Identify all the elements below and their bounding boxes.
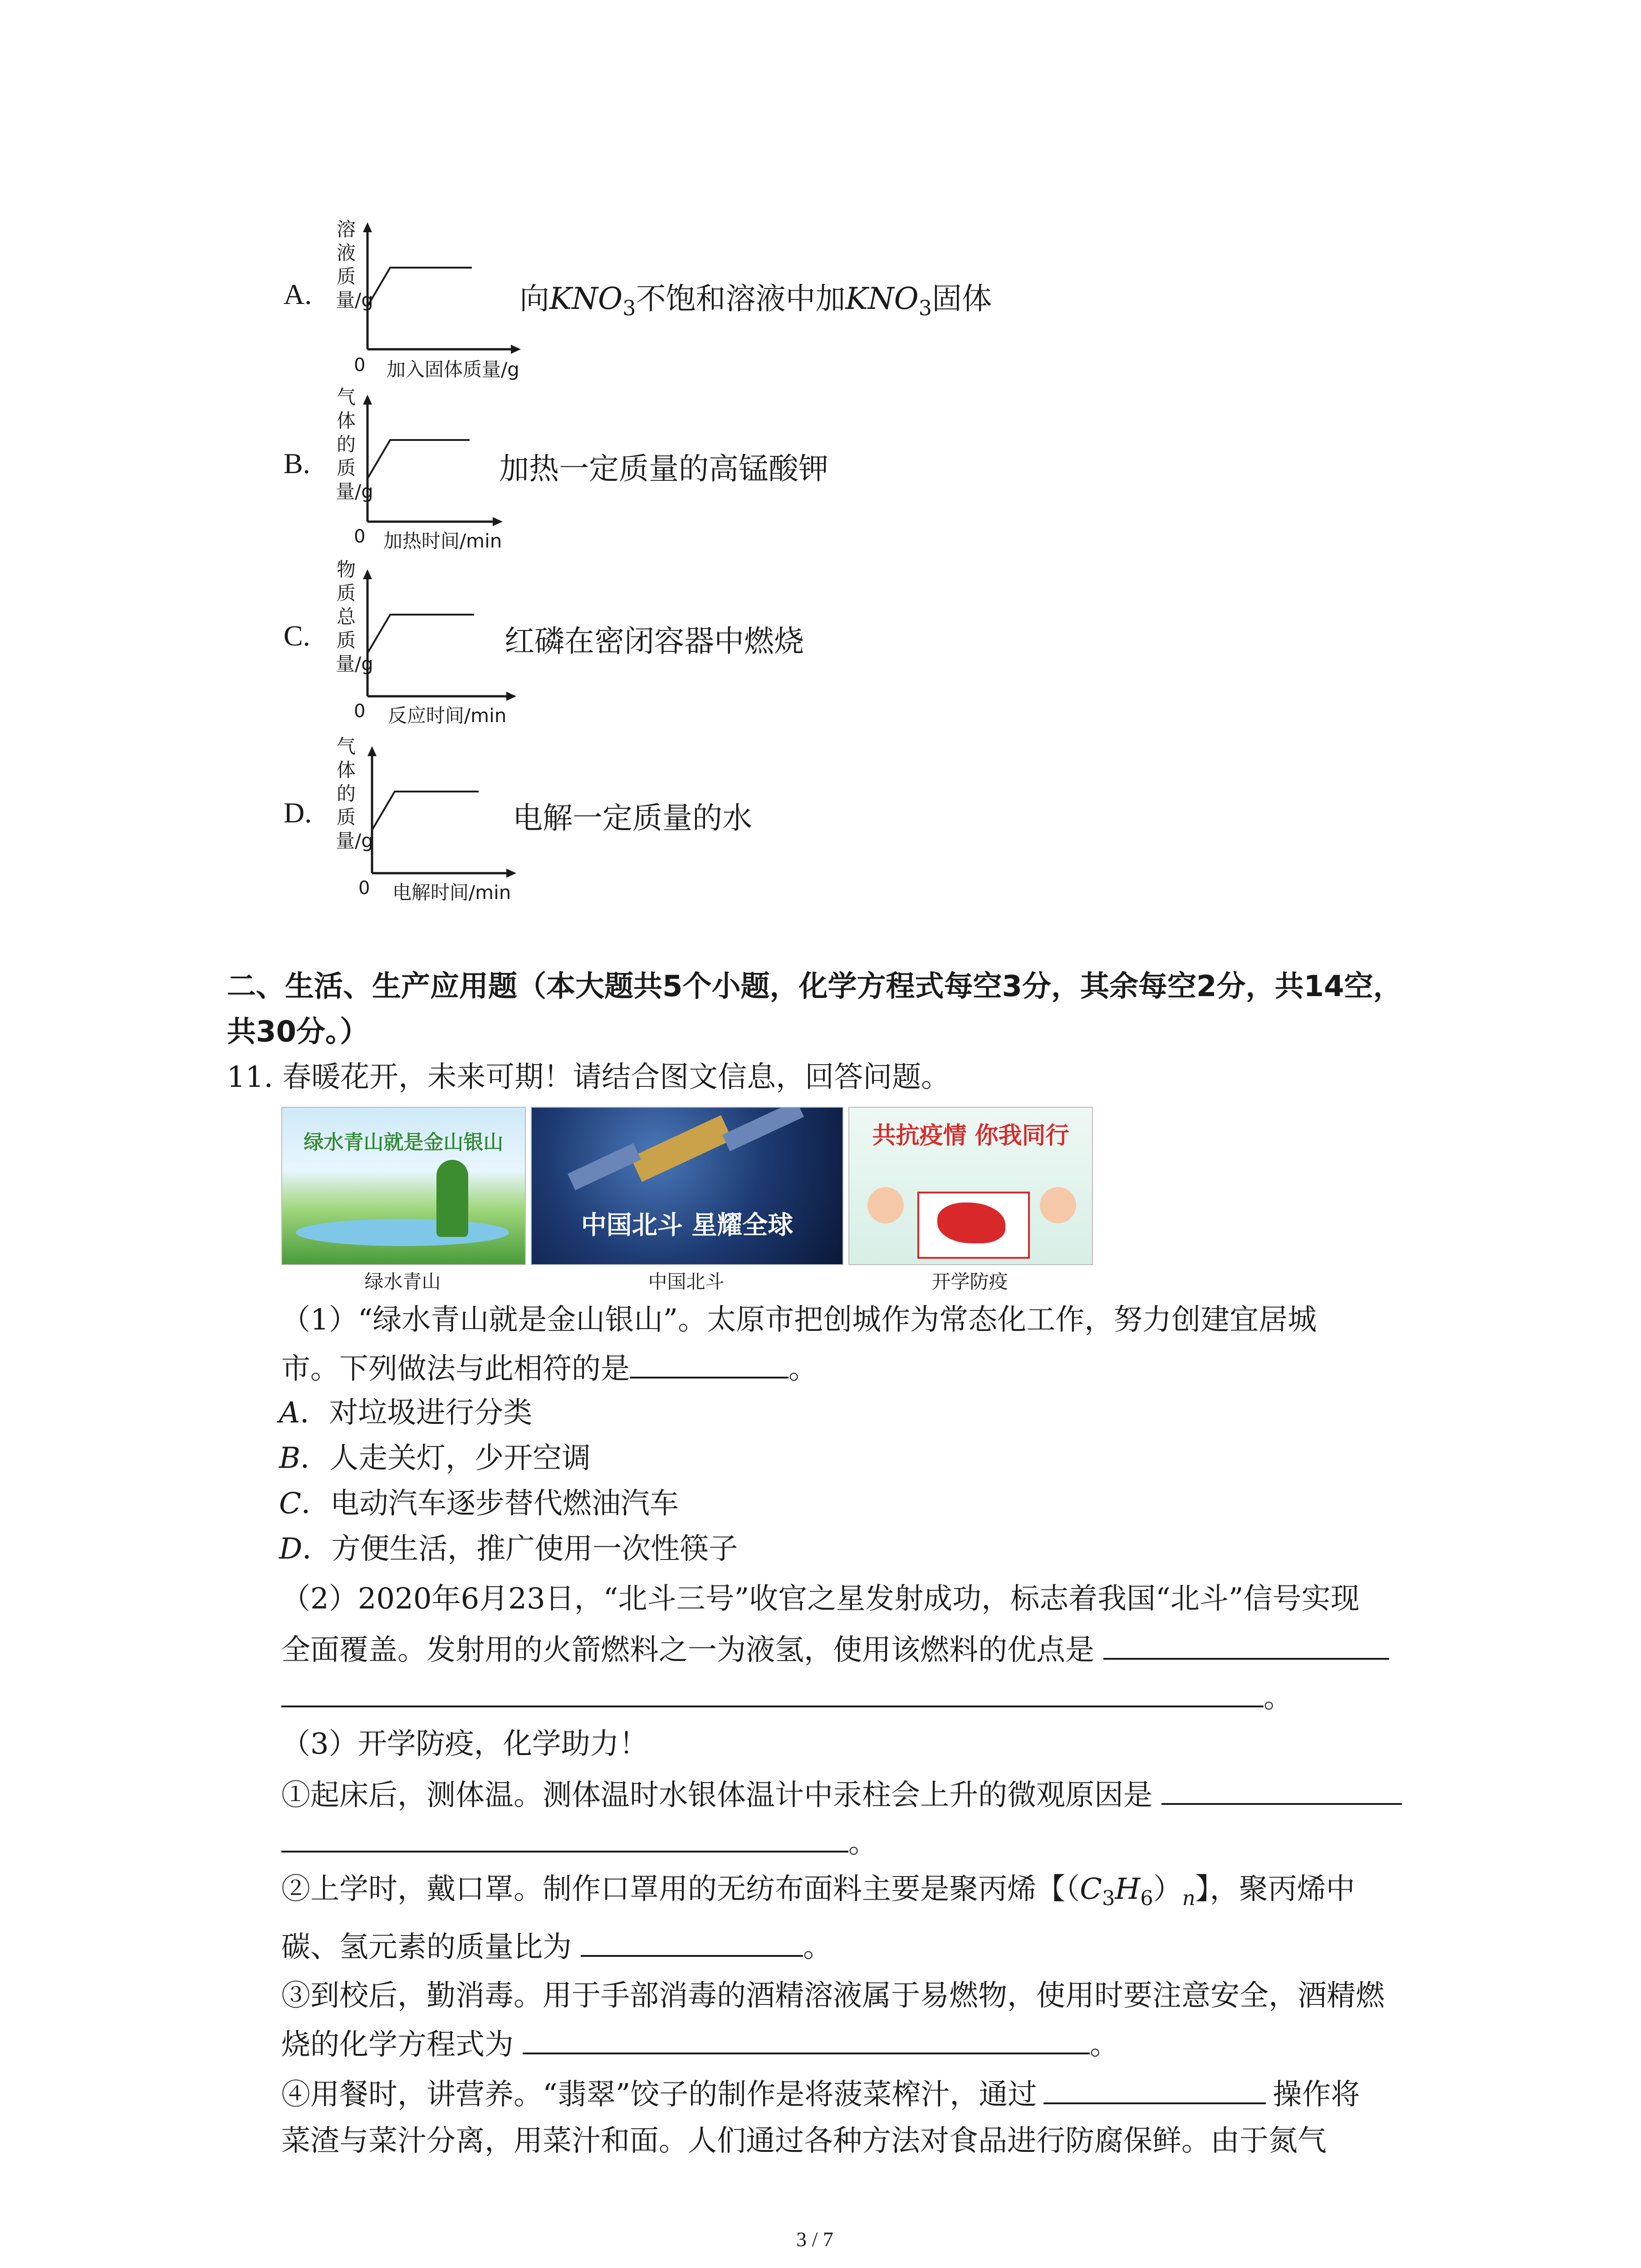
option-d-x-arrow — [506, 869, 516, 878]
option-c-description: 红磷在密闭容器中燃烧 — [505, 624, 804, 659]
option-b-y-arrow — [363, 395, 372, 405]
q11-part3-title: （3）开学防疫，化学助力！ — [281, 1727, 648, 1761]
image-green-mountains-text: 绿水青山就是金山银山 — [304, 1131, 504, 1154]
option-a-letter: A. — [284, 278, 312, 310]
option-b-y-label: 气体的质量/g — [336, 386, 373, 503]
q11-choice-d: D．方便生活，推广使用一次性筷子 — [279, 1532, 738, 1566]
image-green-mountains-caption: 绿水青山 — [364, 1271, 441, 1293]
option-c-x-label: 反应时间/min — [388, 704, 507, 727]
q11-part3-s3-line2: 烧的化学方程式为 。 — [281, 2021, 1119, 2068]
image-epidemic-caption: 开学防疫 — [931, 1271, 1008, 1293]
option-c-y-arrow — [363, 569, 372, 579]
option-c-graph — [358, 569, 522, 701]
q11-part3-s1-line2: 。 — [281, 1819, 877, 1866]
q11-part1-line2: 市。下列做法与此相符的是 。 — [281, 1345, 818, 1392]
option-b-x-arrow — [493, 517, 503, 526]
option-d-graph — [363, 746, 526, 878]
page-number: 3 / 7 — [796, 2228, 833, 2251]
section-2-heading-line-1: 二、生活、生产应用题（本大题共5个小题，化学方程式每空3分，其余每空2分，共14空， — [227, 970, 1402, 1003]
q11-part3-s1-blank-b[interactable] — [281, 1819, 848, 1853]
image-beidou — [531, 1107, 843, 1265]
option-b-graph — [358, 395, 522, 526]
option-b-curve — [367, 440, 470, 479]
option-d-curve — [372, 792, 479, 830]
option-d-x-label: 电解时间/min — [392, 881, 511, 904]
option-a-graph — [358, 222, 522, 354]
image-epidemic-text: 共抗疫情 你我同行 — [872, 1122, 1069, 1149]
option-a-x-label: 加入固体质量/g — [387, 358, 519, 381]
option-c-x-arrow — [506, 692, 516, 701]
option-b-x-label: 加热时间/min — [383, 530, 502, 552]
q11-stem: 11. 春暖花开，未来可期！请结合图文信息，回答问题。 — [227, 1061, 950, 1094]
q11-part3-s2-line2: 碳、氢元素的质量比为 。 — [281, 1923, 832, 1970]
image-beidou-text: 中国北斗 星耀全球 — [581, 1211, 794, 1240]
option-d-y-arrow — [367, 746, 377, 756]
option-d-y-label: 气体的质量/g — [336, 735, 373, 852]
q11-part2-line1: （2）2020年6月23日，“北斗三号”收官之星发射成功，标志着我国“北斗”信号实现 — [281, 1582, 1360, 1616]
option-b-description: 加热一定质量的高锰酸钾 — [499, 451, 828, 486]
section-2-heading-line-2: 共30分。） — [227, 1015, 369, 1049]
option-d-letter: D. — [284, 797, 312, 829]
q11-part2-blank-b[interactable] — [281, 1674, 1264, 1707]
image-epidemic — [848, 1107, 1093, 1265]
q11-part3-s2-line1: ②上学时，戴口罩。制作口罩用的无纺布面料主要是聚丙烯【$(C_3H_6)_n$】，聚丙烯中 — [281, 1872, 1355, 1910]
option-a-description: 向$KNO_3$不饱和溶液中加$KNO_3$固体 — [519, 281, 992, 321]
q11-part3-s3-line1: ③到校后，勤消毒。用于手部消毒的酒精溶液属于易燃物，使用时要注意安全，酒精燃 — [281, 1979, 1385, 2013]
option-a-curve — [367, 268, 472, 306]
option-a-y-label: 溶液质量/g — [336, 218, 373, 311]
section-2-heading — [227, 964, 1452, 1055]
image-beidou-caption: 中国北斗 — [648, 1271, 725, 1293]
option-c-origin: 0 — [354, 701, 366, 722]
q11-part2-line2: 全面覆盖。发射用的火箭燃料之一为液氢，使用该燃料的优点是 — [281, 1626, 1389, 1673]
option-a-y-arrow — [363, 222, 372, 232]
q11-part3-s2-blank[interactable] — [581, 1923, 803, 1957]
q11-part3-s4-line2: 菜渣与菜汁分离，用菜汁和面。人们通过各种方法对食品进行防腐保鲜。由于氮气 — [281, 2124, 1327, 2158]
option-c-y-label: 物质总质量/g — [336, 558, 373, 675]
q11-part3-s4-line1: ④用餐时，讲营养。“翡翠”饺子的制作是将菠菜榨汁，通过 操作将 — [281, 2071, 1360, 2117]
option-b-origin: 0 — [354, 526, 366, 547]
q11-part2-line3: 。 — [281, 1674, 1293, 1721]
option-b-letter: B. — [284, 447, 310, 479]
q11-part3-s1-blank-a[interactable] — [1161, 1771, 1402, 1805]
option-a-x-arrow — [511, 345, 521, 354]
option-c-curve — [367, 615, 474, 653]
option-d-description: 电解一定质量的水 — [513, 801, 752, 836]
option-d-origin: 0 — [358, 878, 370, 899]
q11-choice-b: B．人走关灯，少开空调 — [279, 1442, 591, 1475]
q11-part3-s3-blank[interactable] — [523, 2021, 1090, 2054]
q11-choice-c: C．电动汽车逐步替代燃油汽车 — [279, 1487, 679, 1520]
q11-choice-a: A．对垃圾进行分类 — [279, 1396, 533, 1430]
q11-part2-blank-a[interactable] — [1103, 1626, 1389, 1660]
option-c-letter: C. — [284, 620, 310, 652]
q11-part3-s4-blank[interactable] — [1043, 2071, 1266, 2104]
option-a-origin: 0 — [354, 355, 366, 376]
q11-part1-blank[interactable] — [630, 1345, 789, 1378]
image-green-mountains — [281, 1107, 526, 1265]
q11-part1-line1: （1）“绿水青山就是金山银山”。太原市把创城作为常态化工作，努力创建宜居城 — [281, 1303, 1317, 1337]
q11-part3-s1-line1: ①起床后，测体温。测体温时水银体温计中汞柱会上升的微观原因是 — [281, 1771, 1402, 1818]
